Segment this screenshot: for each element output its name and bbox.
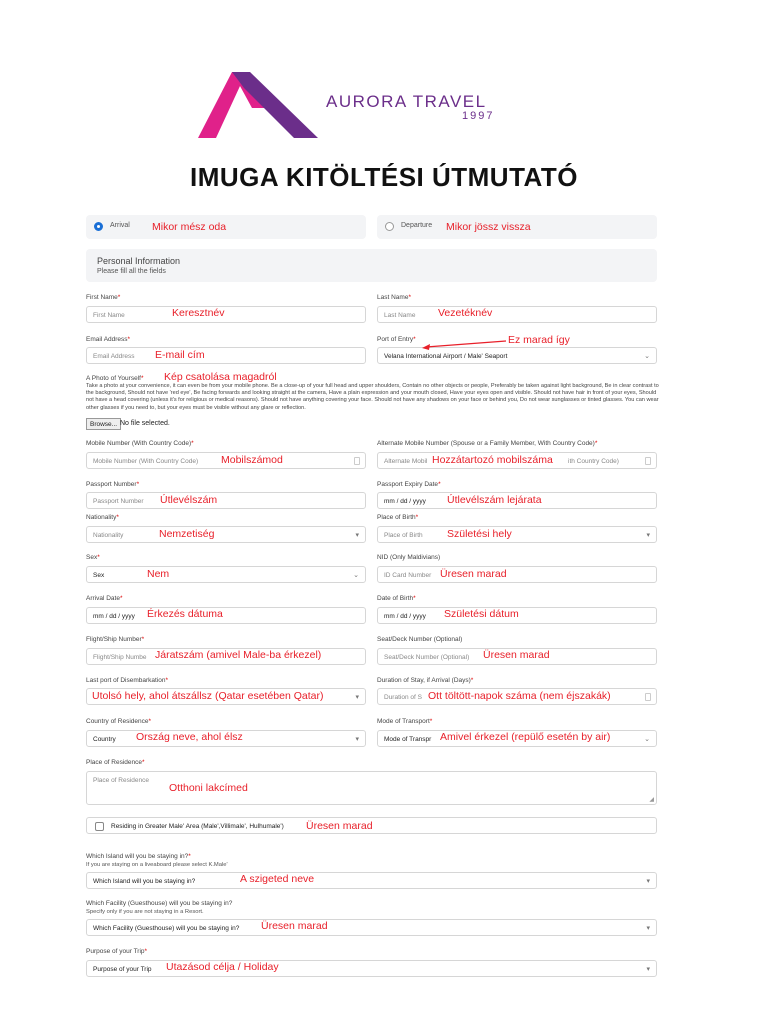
- first-name-note: Keresztnév: [172, 307, 225, 319]
- spinner-icon: [354, 457, 360, 465]
- facility-note: Üresen marad: [261, 920, 328, 932]
- nationality-select[interactable]: Nationality ▾: [86, 526, 366, 543]
- facility-sublabel: Specify only if you are not staying in a Resort.: [86, 909, 204, 915]
- arrow-icon: [420, 338, 510, 352]
- place-of-birth-select[interactable]: Place of Birth ▾: [377, 526, 657, 543]
- port-label: Port of Entry*: [377, 336, 416, 343]
- brand-logo: [198, 70, 538, 140]
- island-select[interactable]: Which Island will you be staying in? ▾: [86, 872, 657, 889]
- sex-select[interactable]: Sex ⌄: [86, 566, 366, 583]
- brand-year: 1997: [462, 110, 495, 122]
- page-title: IMUGA KITÖLTÉSI ÚTMUTATÓ: [190, 162, 578, 192]
- mobile-note: Mobilszámod: [221, 454, 283, 466]
- duration-label: Duration of Stay, if Arrival (Days)*: [377, 677, 474, 684]
- last-name-label: Last Name*: [377, 294, 411, 301]
- chevron-down-icon: ▾: [355, 736, 359, 743]
- transport-select[interactable]: Mode of Transpr ⌄: [377, 730, 657, 747]
- photo-description: Take a photo at your convenience, it can even be from your mobile phone. Be a close-up of your full head and upper shoulders, Contain no other objects or people, Preferably be taken against light background, Be in clear contrast to the background, Should not have 'red eye', Be facing forwards and looking straight at the camera, Have a plain expression and your mouth closed, Have your eyes open and visible. Should not have hair in front of your eyes, Should not have a head covering (unless it's for religious or medical reasons). Should not have anything covering your face. Should not have any shadows on your face or behind you, Do not wear sunglasses or tinted glasses. You can wear other glasses if you need to, but your eyes must be visible without any glare or reflection.: [86, 383, 659, 411]
- island-note: A szigeted neve: [240, 873, 315, 885]
- port-select[interactable]: Velana International Airport / Male' Seaport ⌄: [377, 347, 657, 364]
- brand-name: AURORA TRAVEL: [326, 92, 487, 111]
- section-title: Personal Information: [97, 256, 181, 266]
- port-note: Ez marad így: [508, 334, 570, 346]
- resize-handle-icon: ◢: [649, 797, 654, 803]
- flight-label: Flight/Ship Number*: [86, 636, 145, 643]
- nationality-label: Nationality*: [86, 514, 119, 521]
- dob-label: Date of Birth*: [377, 595, 416, 602]
- sex-note: Nem: [147, 568, 170, 580]
- chevron-down-icon: ▾: [355, 694, 359, 701]
- email-label: Email Address*: [86, 336, 131, 343]
- dob-input[interactable]: mm / dd / yyyy: [377, 607, 657, 624]
- browse-button[interactable]: Browse...: [86, 418, 121, 430]
- disembark-label: Last port of Disembarkation*: [86, 677, 169, 684]
- departure-radio[interactable]: [385, 222, 394, 231]
- first-name-input[interactable]: First Name: [86, 306, 366, 323]
- transport-label: Mode of Transport*: [377, 718, 433, 725]
- passport-expiry-label: Passport Expiry Date*: [377, 481, 441, 488]
- passport-expiry-input[interactable]: mm / dd / yyyy: [377, 492, 657, 509]
- arrival-date-note: Érkezés dátuma: [147, 608, 223, 620]
- facility-select[interactable]: Which Facility (Guesthouse) will you be staying in? ▾: [86, 919, 657, 936]
- residence-place-label: Place of Residence*: [86, 759, 145, 766]
- flight-note: Járatszám (amivel Male-ba érkezel): [155, 649, 322, 661]
- island-sublabel: If you are staying on a liveaboard please select K.Male': [86, 862, 228, 868]
- chevron-down-icon: ▾: [646, 966, 650, 973]
- greater-male-checkbox[interactable]: [95, 822, 104, 831]
- chevron-down-icon: ⌄: [353, 572, 359, 579]
- arrival-label: Arrival: [110, 222, 130, 229]
- last-name-note: Vezetéknév: [438, 307, 493, 319]
- section-subtitle: Please fill all the fields: [97, 268, 166, 275]
- island-label: Which Island will you be staying in?*: [86, 853, 191, 860]
- nid-input[interactable]: ID Card Number: [377, 566, 657, 583]
- departure-label: Departure: [401, 222, 433, 229]
- arrival-date-input[interactable]: mm / dd / yyyy: [86, 607, 366, 624]
- chevron-down-icon: ⌄: [644, 736, 650, 743]
- arrival-radio[interactable]: [94, 222, 103, 231]
- email-note: E-mail cím: [155, 349, 205, 361]
- mobile-input[interactable]: Mobile Number (With Country Code): [86, 452, 366, 469]
- purpose-label: Purpose of your Trip*: [86, 948, 148, 955]
- passport-note: Útlevélszám: [160, 494, 218, 506]
- flight-input[interactable]: Flight/Ship Numbe: [86, 648, 366, 665]
- residence-place-note: Otthoni lakcímed: [169, 782, 248, 794]
- first-name-label: First Name*: [86, 294, 121, 301]
- seat-label: Seat/Deck Number (Optional): [377, 636, 463, 643]
- duration-input[interactable]: Duration of S: [377, 688, 657, 705]
- departure-note: Mikor jössz vissza: [446, 221, 531, 233]
- alt-mobile-label: Alternate Mobile Number (Spouse or a Family Member, With Country Code)*: [377, 440, 598, 447]
- chevron-down-icon: ▾: [355, 532, 359, 539]
- alt-mobile-input[interactable]: Alternate Mobil ith Country Code): [377, 452, 657, 469]
- duration-note: Ott töltött-napok száma (nem éjszakák): [428, 690, 611, 702]
- residence-place-textarea[interactable]: Place of Residence ◢: [86, 771, 657, 805]
- passport-input[interactable]: Passport Number: [86, 492, 366, 509]
- transport-note: Amivel érkezel (repülő esetén by air): [440, 731, 611, 743]
- passport-label: Passport Number*: [86, 481, 140, 488]
- spinner-icon: [645, 457, 651, 465]
- passport-expiry-note: Útlevélszám lejárata: [447, 494, 542, 506]
- dob-note: Születési dátum: [444, 608, 519, 620]
- arrival-note: Mikor mész oda: [152, 221, 227, 233]
- seat-note: Üresen marad: [483, 649, 550, 661]
- nationality-note: Nemzetiség: [159, 528, 215, 540]
- chevron-down-icon: ▾: [646, 925, 650, 932]
- place-of-birth-label: Place of Birth*: [377, 514, 419, 521]
- purpose-note: Utazásod célja / Holiday: [166, 961, 279, 973]
- residence-country-note: Ország neve, ahol élsz: [136, 731, 243, 743]
- disembark-note: Utolsó hely, ahol átszállsz (Qatar esetében Qatar): [92, 690, 324, 702]
- personal-info-section: [86, 249, 657, 282]
- residence-country-label: Country of Residence*: [86, 718, 152, 725]
- chevron-down-icon: ⌄: [644, 353, 650, 360]
- spinner-icon: [645, 693, 651, 701]
- nid-note: Üresen marad: [440, 568, 507, 580]
- last-name-input[interactable]: Last Name: [377, 306, 657, 323]
- nid-label: NID (Only Maldivians): [377, 554, 441, 561]
- chevron-down-icon: ▾: [646, 878, 650, 885]
- arrival-date-label: Arrival Date*: [86, 595, 123, 602]
- purpose-select[interactable]: Purpose of your Trip ▾: [86, 960, 657, 977]
- photo-note: Kép csatolása magadról: [164, 371, 277, 383]
- place-of-birth-note: Születési hely: [447, 528, 512, 540]
- mobile-label: Mobile Number (With Country Code)*: [86, 440, 194, 447]
- residence-country-select[interactable]: Country ▾: [86, 730, 366, 747]
- greater-male-label: Residing in Greater Male' Area (Male',Villimale', Hulhumale'): [111, 823, 284, 830]
- alt-mobile-note: Hozzátartozó mobilszáma: [432, 454, 553, 466]
- chevron-down-icon: ▾: [646, 532, 650, 539]
- greater-male-note: Üresen marad: [306, 820, 373, 832]
- email-input[interactable]: Email Address: [86, 347, 366, 364]
- facility-label: Which Facility (Guesthouse) will you be staying in?: [86, 900, 233, 907]
- seat-input[interactable]: Seat/Deck Number (Optional): [377, 648, 657, 665]
- sex-label: Sex*: [86, 554, 100, 561]
- no-file-text: No file selected.: [120, 420, 170, 427]
- photo-label: A Photo of Yourself*: [86, 375, 144, 382]
- logo-mark-icon: [198, 70, 318, 140]
